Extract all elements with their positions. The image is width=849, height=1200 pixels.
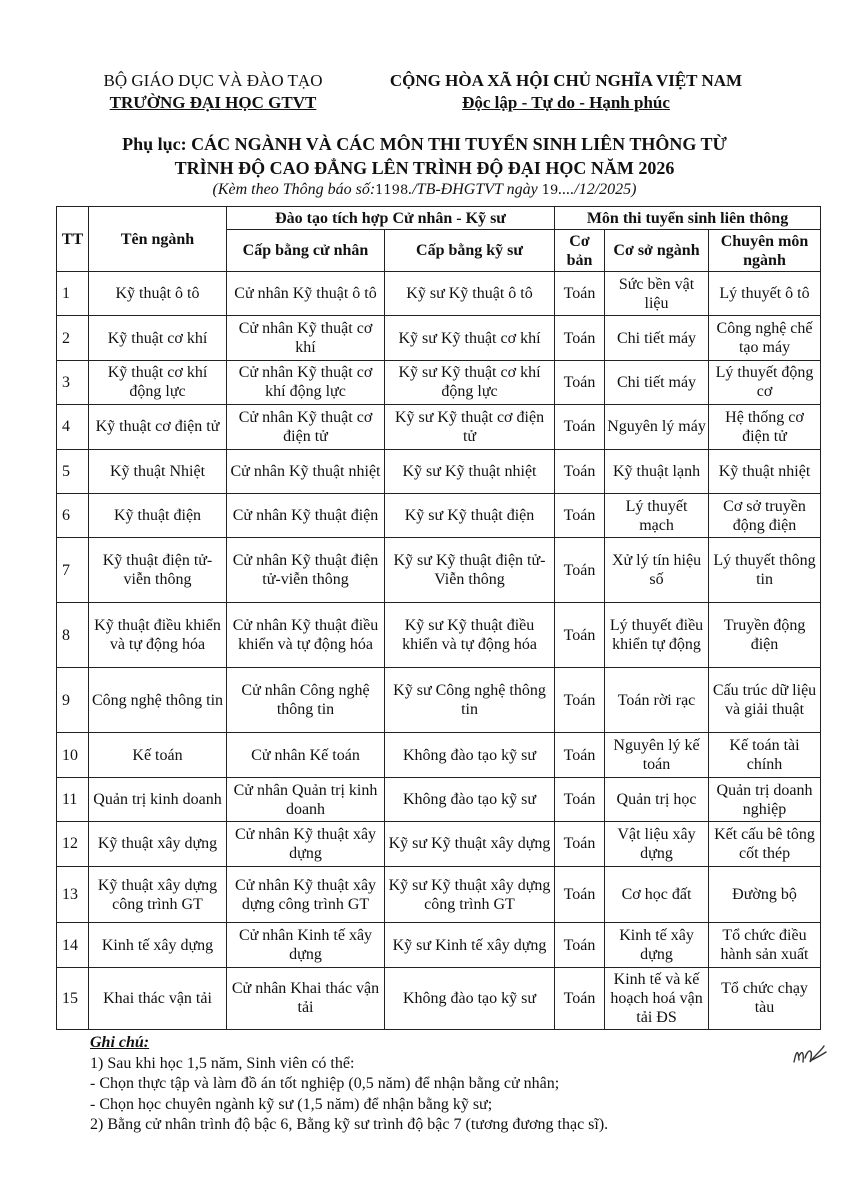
base-subject: Quản trị học [605,777,709,821]
bachelor-degree: Cử nhân Kỹ thuật xây dựng [227,822,385,866]
bachelor-degree: Cử nhân Công nghệ thông tin [227,668,385,733]
programs-table [56,206,821,1030]
major-subject: Kỹ thuật nhiệt [709,449,821,493]
major-subject: Quản trị doanh nghiệp [709,777,821,821]
row-tt: 6 [57,493,89,537]
engineer-degree: Kỹ sư Kinh tế xây dựng [385,923,555,967]
base-subject: Nguyên lý máy [605,405,709,449]
major-subject: Cơ sở truyền động điện [709,493,821,537]
basic-subject: Toán [555,449,605,493]
note-line-1: 1) Sau khi học 1,5 năm, Sinh viên có thể: [90,1054,355,1072]
row-tt: 14 [57,923,89,967]
engineer-degree: Kỹ sư Kỹ thuật xây dựng [385,822,555,866]
basic-subject: Toán [555,493,605,537]
subtitle-prefix: (Kèm theo Thông báo số: [212,181,376,198]
engineer-degree: Kỹ sư Kỹ thuật điện [385,493,555,537]
bachelor-degree: Cử nhân Kỹ thuật điều khiển và tự động hóa [227,603,385,668]
document-header [0,70,849,118]
engineer-degree: Không đào tạo kỹ sư [385,967,555,1029]
national-block [348,70,784,114]
basic-subject: Toán [555,923,605,967]
engineer-degree: Kỹ sư Kỹ thuật xây dựng công trình GT [385,866,555,923]
header-base-subject: Cơ sở ngành [605,230,709,272]
issuer-block [82,70,344,114]
table-row [57,272,821,316]
base-subject: Toán rời rạc [605,668,709,733]
major-subject: Công nghệ chế tạo máy [709,316,821,360]
major-subject: Truyền động điện [709,603,821,668]
engineer-degree: Kỹ sư Kỹ thuật cơ khí [385,316,555,360]
bachelor-degree: Cử nhân Kỹ thuật cơ điện tử [227,405,385,449]
note-line-2: - Chọn thực tập và làm đồ án tốt nghiệp (0,5 năm) để nhận bằng cử nhân; [90,1075,560,1092]
major-subject: Tổ chức điều hành sản xuất [709,923,821,967]
major-subject: Hệ thống cơ điện tử [709,405,821,449]
bachelor-degree: Cử nhân Kế toán [227,733,385,777]
table-row [57,967,821,1029]
row-tt: 4 [57,405,89,449]
table-row [57,493,821,537]
subtitle-suffix: ..../12/2025) [558,181,637,198]
table-row [57,733,821,777]
engineer-degree: Kỹ sư Kỹ thuật điện tử- Viễn thông [385,538,555,603]
document-subtitle [40,180,809,201]
row-tt: 5 [57,449,89,493]
engineer-degree: Kỹ sư Kỹ thuật ô tô [385,272,555,316]
header-entrance-subjects: Môn thi tuyển sinh liên thông [555,207,821,230]
bachelor-degree: Cử nhân Kỹ thuật xây dựng công trình GT [227,866,385,923]
program-name: Quản trị kinh doanh [89,777,227,821]
table-header-row-1 [57,207,821,230]
engineer-degree: Không đào tạo kỹ sư [385,733,555,777]
notice-day: 19 [541,183,559,198]
base-subject: Kỹ thuật lạnh [605,449,709,493]
notes-section [90,1033,810,1136]
table-row [57,777,821,821]
row-tt: 8 [57,603,89,668]
notice-number: 1198 [375,183,409,198]
engineer-degree: Kỹ sư Kỹ thuật cơ khí động lực [385,360,555,404]
major-subject: Kết cấu bê tông cốt thép [709,822,821,866]
basic-subject: Toán [555,272,605,316]
bachelor-degree: Cử nhân Kỹ thuật điện tử-viễn thông [227,538,385,603]
table-row [57,316,821,360]
row-tt: 10 [57,733,89,777]
basic-subject: Toán [555,360,605,404]
row-tt: 11 [57,777,89,821]
base-subject: Sức bền vật liệu [605,272,709,316]
major-subject: Kế toán tài chính [709,733,821,777]
bachelor-degree: Cử nhân Kinh tế xây dựng [227,923,385,967]
header-basic-subject: Cơ bản [555,230,605,272]
header-program-name: Tên ngành [89,207,227,272]
basic-subject: Toán [555,405,605,449]
row-tt: 15 [57,967,89,1029]
basic-subject: Toán [555,603,605,668]
basic-subject: Toán [555,822,605,866]
program-name: Kỹ thuật xây dựng [89,822,227,866]
header-integrated-training: Đào tạo tích hợp Cử nhân - Kỹ sư [227,207,555,230]
row-tt: 12 [57,822,89,866]
program-name: Kỹ thuật cơ điện tử [89,405,227,449]
table-row [57,538,821,603]
row-tt: 9 [57,668,89,733]
base-subject: Lý thuyết điều khiển tự động [605,603,709,668]
base-subject: Kinh tế xây dựng [605,923,709,967]
table-row [57,405,821,449]
header-bachelor-degree: Cấp bằng cử nhân [227,230,385,272]
basic-subject: Toán [555,316,605,360]
header-tt: TT [57,207,89,272]
title-line-2: TRÌNH ĐỘ CAO ĐẲNG LÊN TRÌNH ĐỘ ĐẠI HỌC NĂM 2026 [174,158,675,178]
table-row [57,449,821,493]
header-engineer-degree: Cấp bằng kỹ sư [385,230,555,272]
program-name: Kỹ thuật cơ khí động lực [89,360,227,404]
note-line-3: - Chọn học chuyên ngành kỹ sư (1,5 năm) để nhận bằng kỹ sư; [90,1095,493,1113]
engineer-degree: Kỹ sư Kỹ thuật cơ điện tử [385,405,555,449]
base-subject: Vật liệu xây dựng [605,822,709,866]
table-row [57,822,821,866]
program-name: Công nghệ thông tin [89,668,227,733]
base-subject: Chi tiết máy [605,316,709,360]
table-row [57,360,821,404]
subtitle-mid: ./TB-ĐHGTVT ngày [408,181,538,198]
base-subject: Xử lý tín hiệu số [605,538,709,603]
table-row [57,668,821,733]
ministry-name: BỘ GIÁO DỤC VÀ ĐÀO TẠO [103,71,323,90]
row-tt: 3 [57,360,89,404]
table-row [57,866,821,923]
basic-subject: Toán [555,668,605,733]
basic-subject: Toán [555,733,605,777]
program-name: Kỹ thuật xây dựng công trình GT [89,866,227,923]
row-tt: 1 [57,272,89,316]
program-name: Kỹ thuật Nhiệt [89,449,227,493]
base-subject: Chi tiết máy [605,360,709,404]
major-subject: Tổ chức chạy tàu [709,967,821,1029]
major-subject: Lý thuyết thông tin [709,538,821,603]
university-name: TRƯỜNG ĐẠI HỌC GTVT [109,93,317,112]
title-line-1: Phụ lục: CÁC NGÀNH VÀ CÁC MÔN THI TUYỂN SINH LIÊN THÔNG TỪ [122,134,727,154]
program-name: Kế toán [89,733,227,777]
basic-subject: Toán [555,866,605,923]
engineer-degree: Kỹ sư Kỹ thuật điều khiển và tự động hóa [385,603,555,668]
program-name: Kỹ thuật cơ khí [89,316,227,360]
bachelor-degree: Cử nhân Kỹ thuật nhiệt [227,449,385,493]
base-subject: Cơ học đất [605,866,709,923]
row-tt: 7 [57,538,89,603]
note-line-4: 2) Bằng cử nhân trình độ bậc 6, Bằng kỹ sư trình độ bậc 7 (tương đương thạc sĩ). [90,1116,609,1133]
basic-subject: Toán [555,777,605,821]
major-subject: Cấu trúc dữ liệu và giải thuật [709,668,821,733]
notes-title: Ghi chú: [90,1034,150,1051]
program-name: Kinh tế xây dựng [89,923,227,967]
base-subject: Kinh tế và kế hoạch hoá vận tải ĐS [605,967,709,1029]
bachelor-degree: Cử nhân Kỹ thuật cơ khí [227,316,385,360]
row-tt: 2 [57,316,89,360]
bachelor-degree: Cử nhân Kỹ thuật cơ khí động lực [227,360,385,404]
base-subject: Lý thuyết mạch [605,493,709,537]
program-name: Kỹ thuật ô tô [89,272,227,316]
engineer-degree: Kỹ sư Kỹ thuật nhiệt [385,449,555,493]
document-title [40,132,809,180]
basic-subject: Toán [555,538,605,603]
major-subject: Đường bộ [709,866,821,923]
row-tt: 13 [57,866,89,923]
table-row [57,603,821,668]
major-subject: Lý thuyết ô tô [709,272,821,316]
engineer-degree: Kỹ sư Công nghệ thông tin [385,668,555,733]
bachelor-degree: Cử nhân Khai thác vận tải [227,967,385,1029]
program-name: Khai thác vận tải [89,967,227,1029]
republic-name: CỘNG HÒA XÃ HỘI CHỦ NGHĨA VIỆT NAM [389,71,743,90]
bachelor-degree: Cử nhân Kỹ thuật ô tô [227,272,385,316]
bachelor-degree: Cử nhân Kỹ thuật điện [227,493,385,537]
bachelor-degree: Cử nhân Quản trị kinh doanh [227,777,385,821]
engineer-degree: Không đào tạo kỹ sư [385,777,555,821]
initials-signature-icon [790,1040,830,1070]
program-name: Kỹ thuật điều khiển và tự động hóa [89,603,227,668]
table-row [57,923,821,967]
program-name: Kỹ thuật điện [89,493,227,537]
header-major-subject: Chuyên môn ngành [709,230,821,272]
program-name: Kỹ thuật điện tử-viễn thông [89,538,227,603]
base-subject: Nguyên lý kế toán [605,733,709,777]
basic-subject: Toán [555,967,605,1029]
national-motto: Độc lập - Tự do - Hạnh phúc [462,93,670,112]
major-subject: Lý thuyết động cơ [709,360,821,404]
